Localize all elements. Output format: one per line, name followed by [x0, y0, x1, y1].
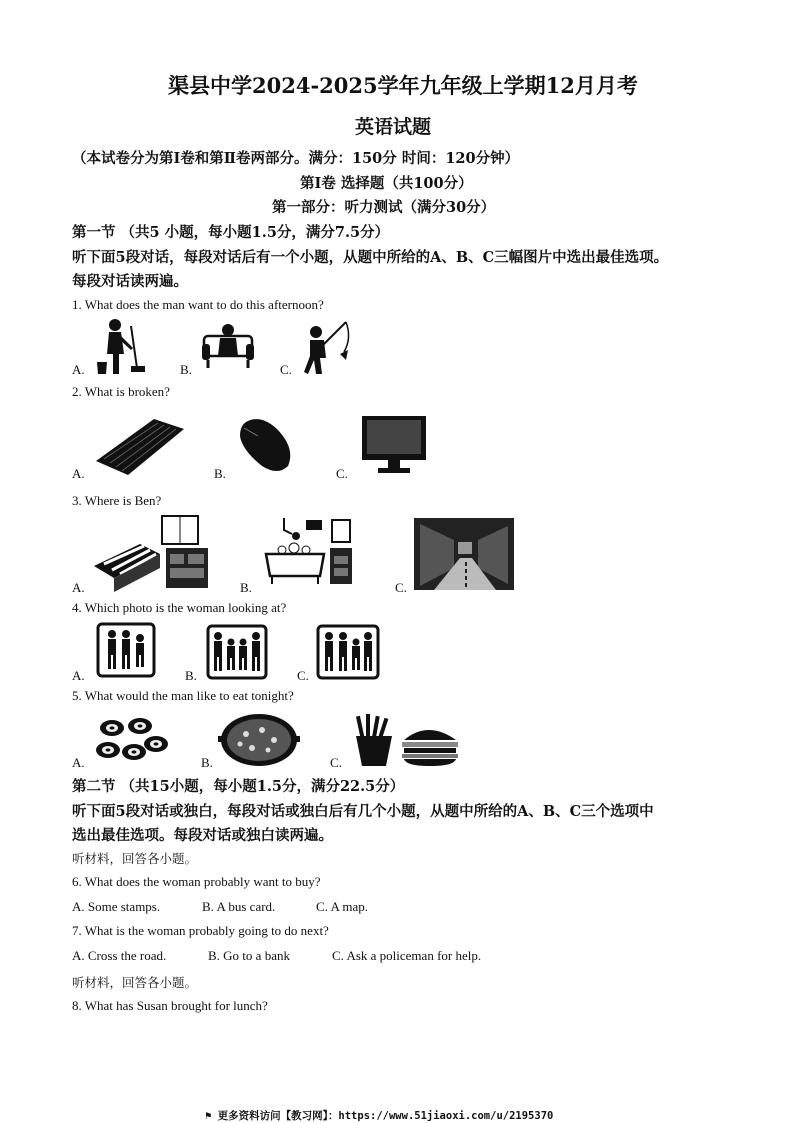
question-6: 6. What does the woman probably want to buy?: [72, 874, 321, 889]
question-2: 2. What is broken?: [72, 384, 170, 399]
q7-option-b[interactable]: B. Go to a bank: [208, 948, 290, 963]
question-4: 4. Which photo is the woman looking at?: [72, 600, 287, 615]
footer-link[interactable]: [205, 1108, 553, 1123]
section2-heading: 第二节 （共15小题，每小题1.5分，满分22.5分）: [72, 778, 405, 795]
family-photo-a: [96, 622, 156, 678]
question-8: 8. What has Susan brought for lunch?: [72, 998, 268, 1013]
q4-option-b[interactable]: B.: [185, 668, 197, 683]
cleaning-picture: [95, 318, 147, 376]
q2-option-a[interactable]: A.: [72, 466, 85, 481]
street-picture: [414, 518, 514, 590]
q3-option-c[interactable]: C.: [395, 580, 407, 595]
q5-option-c[interactable]: C.: [330, 755, 342, 770]
q5-option-b[interactable]: B.: [201, 755, 213, 770]
mouse-picture: [236, 414, 298, 476]
q6-option-a[interactable]: A. Some stamps.: [72, 899, 161, 914]
q1-option-c[interactable]: C.: [280, 362, 292, 377]
section2-instructions-cont: 选出最佳选项。每段对话或独白读两遍。: [72, 827, 333, 844]
page-title: 渠县中学2024-2025学年九年级上学期12月月考: [168, 73, 638, 98]
q4-option-c[interactable]: C.: [297, 668, 309, 683]
q1-option-b[interactable]: B.: [180, 362, 192, 377]
keyboard-picture: [92, 415, 186, 477]
q6-option-b[interactable]: B. A bus card.: [202, 899, 276, 914]
section2-instructions: 听下面5段对话或独白，每段对话或独白后有几个小题，从题中所给的A、B、C三个选项中: [72, 803, 654, 820]
flag-icon: ⚑: [205, 1110, 218, 1122]
q1-option-a[interactable]: A.: [72, 362, 85, 377]
section1-instructions-cont: 每段对话读两遍。: [72, 273, 188, 290]
q2-option-c[interactable]: C.: [336, 466, 348, 481]
q7-option-c[interactable]: C. Ask a policeman for help.: [332, 948, 482, 963]
section1-instructions: 听下面5段对话，每段对话后有一个小题，从题中所给的A、B、C三幅图片中选出最佳选项。: [72, 249, 669, 266]
q2-option-b[interactable]: B.: [214, 466, 226, 481]
pizza-picture: [218, 708, 300, 770]
family-photo-b: [206, 624, 268, 680]
question-3: 3. Where is Ben?: [72, 493, 162, 508]
listening-prompt: 听材料，回答各小题。: [72, 851, 198, 866]
question-7: 7. What is the woman probably going to do next?: [72, 923, 329, 938]
question-5: 5. What would the man like to eat tonight?: [72, 688, 294, 703]
volume-heading: 第Ⅰ卷 选择题（共100分）: [300, 175, 473, 192]
section1-heading: 第一节 （共5 小题，每小题1.5分，满分7.5分）: [72, 224, 390, 241]
bedroom-picture: [90, 514, 214, 594]
fishing-picture: [300, 318, 356, 376]
listening-prompt-2: 听材料，回答各小题。: [72, 975, 198, 990]
part-heading: 第一部分：听力测试（满分30分）: [272, 199, 496, 216]
sofa-picture: [200, 322, 256, 370]
bathroom-picture: [262, 516, 358, 588]
exam-note: （本试卷分为第Ⅰ卷和第Ⅱ卷两部分。满分：150分 时间：120分钟）: [72, 150, 520, 167]
footer-text: 更多资料访问【教习网】：https://www.51jiaoxi.com/u/2195370: [217, 1110, 554, 1122]
q6-option-c[interactable]: C. A map.: [316, 899, 369, 914]
question-1: 1. What does the man want to do this afternoon?: [72, 297, 324, 312]
monitor-picture: [360, 414, 428, 476]
q5-option-a[interactable]: A.: [72, 755, 85, 770]
family-photo-c: [316, 624, 380, 680]
q7-option-a[interactable]: A. Cross the road.: [72, 948, 167, 963]
page-subtitle: 英语试题: [355, 116, 432, 138]
fries-burger-picture: [352, 714, 462, 768]
q3-option-b[interactable]: B.: [240, 580, 252, 595]
sushi-picture: [94, 714, 170, 766]
q4-option-a[interactable]: A.: [72, 668, 85, 683]
q3-option-a[interactable]: A.: [72, 580, 85, 595]
